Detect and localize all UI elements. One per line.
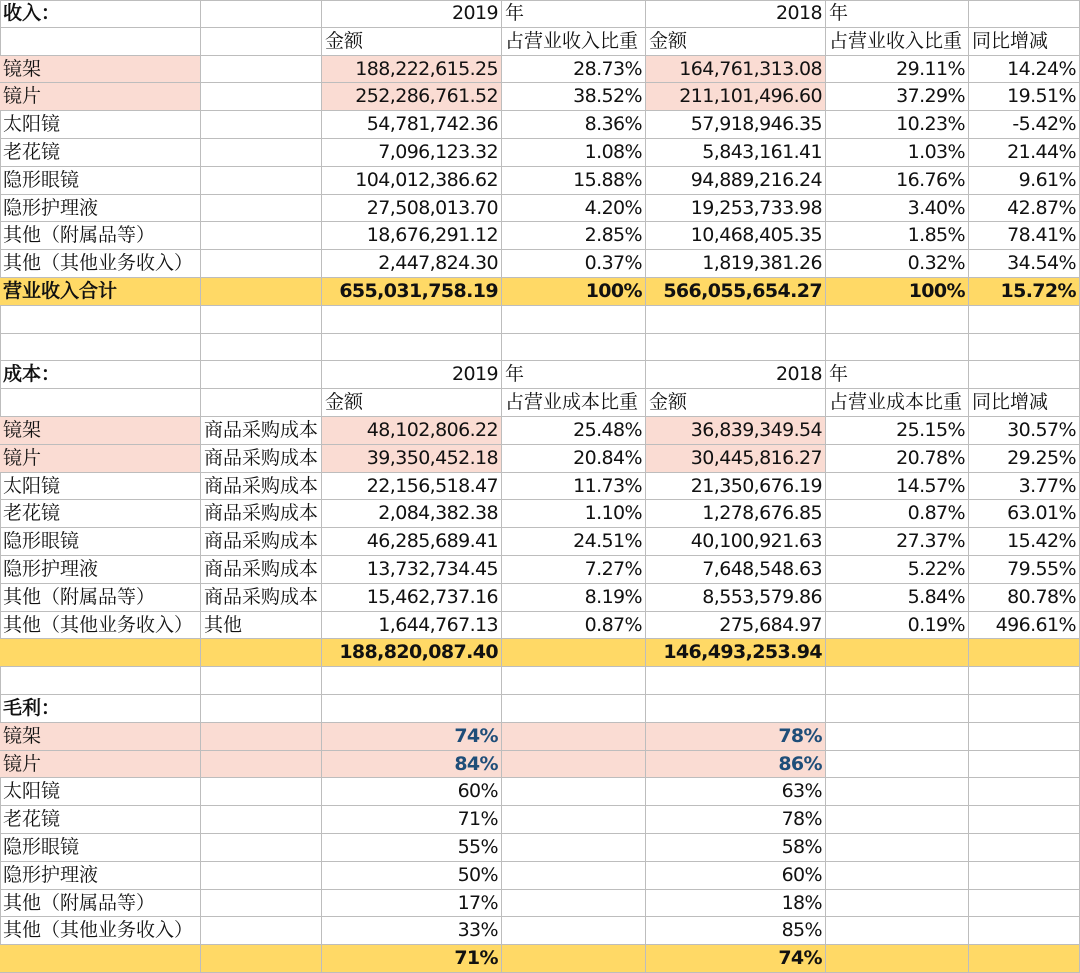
row-label[interactable]: 其他（附属品等） [0,584,201,612]
empty-cell[interactable] [502,306,646,334]
yoy-change[interactable]: 3.77% [969,473,1080,501]
year-2019-label[interactable]: 2019 [322,0,502,28]
margin-2019[interactable]: 74% [322,723,502,751]
header-amount[interactable]: 金额 [322,389,502,417]
yoy-change[interactable]: 42.87% [969,195,1080,223]
empty-cell[interactable] [969,917,1080,945]
yoy-change[interactable]: 80.78% [969,584,1080,612]
empty-cell[interactable] [826,890,969,918]
amount-2019[interactable]: 104,012,386.62 [322,167,502,195]
share-2019[interactable]: 11.73% [502,473,646,501]
margin-2018[interactable]: 78% [646,806,826,834]
row-label[interactable]: 其他（其他业务收入） [0,612,201,640]
yoy-change[interactable]: 78.41% [969,222,1080,250]
share-2019[interactable]: 24.51% [502,528,646,556]
empty-cell[interactable] [826,806,969,834]
share-2019[interactable]: 4.20% [502,195,646,223]
amount-2019[interactable]: 188,222,615.25 [322,56,502,84]
margin-2019[interactable]: 33% [322,917,502,945]
amount-2019[interactable]: 7,096,123.32 [322,139,502,167]
total-amount-2018[interactable]: 566,055,654.27 [646,278,826,306]
share-2019[interactable]: 1.08% [502,139,646,167]
share-2018[interactable]: 0.32% [826,250,969,278]
empty-cell[interactable] [502,667,646,695]
empty-cell[interactable] [646,334,826,362]
yoy-change[interactable]: 29.25% [969,445,1080,473]
margin-2018[interactable]: 60% [646,862,826,890]
empty-cell[interactable] [502,778,646,806]
share-2019[interactable]: 25.48% [502,417,646,445]
section-title-revenue[interactable]: 收入： [0,0,201,28]
share-2019[interactable]: 8.19% [502,584,646,612]
row-label[interactable]: 老花镜 [0,500,201,528]
empty-cell[interactable] [502,334,646,362]
share-2018[interactable]: 20.78% [826,445,969,473]
share-2018[interactable]: 16.76% [826,167,969,195]
share-2019[interactable]: 15.88% [502,167,646,195]
amount-2019[interactable]: 27,508,013.70 [322,195,502,223]
total-label[interactable] [0,639,201,667]
section-title-cost[interactable]: 成本： [0,361,201,389]
empty-cell[interactable] [502,695,646,723]
empty-cell[interactable] [826,695,969,723]
empty-cell[interactable] [969,806,1080,834]
empty-cell[interactable] [322,306,502,334]
amount-2019[interactable]: 2,447,824.30 [322,250,502,278]
year-2018-label[interactable]: 2018 [646,361,826,389]
empty-cell[interactable] [201,334,322,362]
empty-cell[interactable] [969,334,1080,362]
amount-2019[interactable]: 39,350,452.18 [322,445,502,473]
year-suffix[interactable]: 年 [502,0,646,28]
empty-cell[interactable] [201,83,322,111]
total-share-2018[interactable] [826,639,969,667]
share-2019[interactable]: 38.52% [502,83,646,111]
yoy-change[interactable]: 79.55% [969,556,1080,584]
total-yoy[interactable] [969,639,1080,667]
margin-2018[interactable]: 78% [646,723,826,751]
amount-2019[interactable]: 2,084,382.38 [322,500,502,528]
empty-cell[interactable] [502,834,646,862]
share-2018[interactable]: 37.29% [826,83,969,111]
year-2019-label[interactable]: 2019 [322,361,502,389]
cost-category[interactable]: 商品采购成本 [201,500,322,528]
header-share[interactable]: 占营业收入比重 [826,28,969,56]
empty-cell[interactable] [826,667,969,695]
cost-category[interactable]: 商品采购成本 [201,417,322,445]
share-2018[interactable]: 0.19% [826,612,969,640]
share-2018[interactable]: 27.37% [826,528,969,556]
empty-cell[interactable] [201,222,322,250]
share-2019[interactable]: 1.10% [502,500,646,528]
margin-2019[interactable]: 17% [322,890,502,918]
empty-cell[interactable] [826,834,969,862]
empty-cell[interactable] [201,56,322,84]
amount-2018[interactable]: 1,278,676.85 [646,500,826,528]
row-label[interactable]: 其他（附属品等） [0,222,201,250]
share-2019[interactable]: 20.84% [502,445,646,473]
empty-cell[interactable] [646,306,826,334]
amount-2019[interactable]: 13,732,734.45 [322,556,502,584]
empty-cell[interactable] [826,723,969,751]
empty-cell[interactable] [0,667,201,695]
header-amount[interactable]: 金额 [646,389,826,417]
empty-cell[interactable] [826,778,969,806]
empty-cell[interactable] [201,862,322,890]
empty-cell[interactable] [201,278,322,306]
yoy-change[interactable]: 21.44% [969,139,1080,167]
amount-2018[interactable]: 36,839,349.54 [646,417,826,445]
margin-2018[interactable]: 63% [646,778,826,806]
total-margin-2018[interactable]: 74% [646,945,826,973]
share-2018[interactable]: 0.87% [826,500,969,528]
header-share[interactable]: 占营业成本比重 [826,389,969,417]
empty-cell[interactable] [0,389,201,417]
margin-2018[interactable]: 58% [646,834,826,862]
total-amount-2019[interactable]: 655,031,758.19 [322,278,502,306]
margin-2018[interactable]: 18% [646,890,826,918]
section-title-margin[interactable]: 毛利： [0,695,201,723]
yoy-change[interactable]: 9.61% [969,167,1080,195]
amount-2018[interactable]: 21,350,676.19 [646,473,826,501]
header-amount[interactable]: 金额 [322,28,502,56]
cost-category[interactable]: 商品采购成本 [201,473,322,501]
empty-cell[interactable] [322,667,502,695]
empty-cell[interactable] [969,751,1080,779]
share-2019[interactable]: 0.87% [502,612,646,640]
empty-cell[interactable] [201,639,322,667]
amount-2018[interactable]: 164,761,313.08 [646,56,826,84]
amount-2018[interactable]: 7,648,548.63 [646,556,826,584]
row-label[interactable]: 隐形护理液 [0,195,201,223]
total-share-2018[interactable]: 100% [826,278,969,306]
empty-cell[interactable] [201,111,322,139]
margin-2019[interactable]: 60% [322,778,502,806]
cost-category[interactable]: 商品采购成本 [201,584,322,612]
empty-cell[interactable] [502,723,646,751]
row-label[interactable]: 其他（其他业务收入） [0,917,201,945]
row-label[interactable]: 镜架 [0,723,201,751]
total-label[interactable]: 营业收入合计 [0,278,201,306]
cost-category[interactable]: 商品采购成本 [201,528,322,556]
empty-cell[interactable] [201,890,322,918]
empty-cell[interactable] [201,917,322,945]
row-label[interactable]: 老花镜 [0,139,201,167]
empty-cell[interactable] [201,723,322,751]
empty-cell[interactable] [0,28,201,56]
share-2019[interactable]: 8.36% [502,111,646,139]
row-label[interactable]: 隐形眼镜 [0,167,201,195]
row-label[interactable]: 其他（其他业务收入） [0,250,201,278]
empty-cell[interactable] [646,695,826,723]
row-label[interactable]: 镜片 [0,445,201,473]
share-2018[interactable]: 10.23% [826,111,969,139]
share-2018[interactable]: 3.40% [826,195,969,223]
amount-2018[interactable]: 8,553,579.86 [646,584,826,612]
empty-cell[interactable] [969,361,1080,389]
amount-2019[interactable]: 252,286,761.52 [322,83,502,111]
yoy-change[interactable]: -5.42% [969,111,1080,139]
empty-cell[interactable] [826,862,969,890]
empty-cell[interactable] [969,667,1080,695]
share-2018[interactable]: 14.57% [826,473,969,501]
yoy-change[interactable]: 63.01% [969,500,1080,528]
yoy-change[interactable]: 19.51% [969,83,1080,111]
amount-2018[interactable]: 10,468,405.35 [646,222,826,250]
empty-cell[interactable] [201,667,322,695]
row-label[interactable]: 隐形眼镜 [0,834,201,862]
total-yoy[interactable]: 15.72% [969,278,1080,306]
header-yoy[interactable]: 同比增减 [969,28,1080,56]
share-2018[interactable]: 5.22% [826,556,969,584]
yoy-change[interactable]: 30.57% [969,417,1080,445]
empty-cell[interactable] [826,334,969,362]
empty-cell[interactable] [0,334,201,362]
header-share[interactable]: 占营业成本比重 [502,389,646,417]
empty-cell[interactable] [969,695,1080,723]
empty-cell[interactable] [502,917,646,945]
empty-cell[interactable] [826,751,969,779]
empty-cell[interactable] [502,751,646,779]
total-amount-2019[interactable]: 188,820,087.40 [322,639,502,667]
empty-cell[interactable] [201,695,322,723]
row-label[interactable]: 老花镜 [0,806,201,834]
cost-category[interactable]: 其他 [201,612,322,640]
yoy-change[interactable]: 15.42% [969,528,1080,556]
share-2019[interactable]: 0.37% [502,250,646,278]
year-suffix[interactable]: 年 [826,0,969,28]
header-share[interactable]: 占营业收入比重 [502,28,646,56]
empty-cell[interactable] [201,751,322,779]
year-suffix[interactable]: 年 [826,361,969,389]
header-amount[interactable]: 金额 [646,28,826,56]
total-share-2019[interactable] [502,639,646,667]
empty-cell[interactable] [201,28,322,56]
empty-cell[interactable] [969,778,1080,806]
empty-cell[interactable] [322,334,502,362]
amount-2018[interactable]: 57,918,946.35 [646,111,826,139]
margin-2019[interactable]: 55% [322,834,502,862]
empty-cell[interactable] [502,806,646,834]
share-2018[interactable]: 1.85% [826,222,969,250]
empty-cell[interactable] [969,0,1080,28]
empty-cell[interactable] [322,695,502,723]
row-label[interactable]: 其他（附属品等） [0,890,201,918]
total-amount-2018[interactable]: 146,493,253.94 [646,639,826,667]
header-yoy[interactable]: 同比增减 [969,389,1080,417]
share-2019[interactable]: 7.27% [502,556,646,584]
empty-cell[interactable] [201,806,322,834]
empty-cell[interactable] [969,834,1080,862]
row-label[interactable]: 镜架 [0,56,201,84]
empty-cell[interactable] [969,723,1080,751]
total-share-2019[interactable]: 100% [502,278,646,306]
amount-2019[interactable]: 48,102,806.22 [322,417,502,445]
empty-cell[interactable] [201,306,322,334]
row-label[interactable]: 镜片 [0,83,201,111]
empty-cell[interactable] [826,917,969,945]
empty-cell[interactable] [502,862,646,890]
row-label[interactable]: 隐形眼镜 [0,528,201,556]
row-label[interactable]: 镜架 [0,417,201,445]
share-2018[interactable]: 5.84% [826,584,969,612]
row-label[interactable]: 太阳镜 [0,778,201,806]
yoy-change[interactable]: 496.61% [969,612,1080,640]
cost-category[interactable]: 商品采购成本 [201,556,322,584]
amount-2018[interactable]: 275,684.97 [646,612,826,640]
empty-cell[interactable] [201,834,322,862]
cost-category[interactable]: 商品采购成本 [201,445,322,473]
amount-2019[interactable]: 15,462,737.16 [322,584,502,612]
amount-2019[interactable]: 1,644,767.13 [322,612,502,640]
share-2019[interactable]: 28.73% [502,56,646,84]
amount-2018[interactable]: 5,843,161.41 [646,139,826,167]
share-2018[interactable]: 29.11% [826,56,969,84]
amount-2019[interactable]: 22,156,518.47 [322,473,502,501]
empty-cell[interactable] [201,361,322,389]
yoy-change[interactable]: 14.24% [969,56,1080,84]
margin-2018[interactable]: 85% [646,917,826,945]
margin-2019[interactable]: 50% [322,862,502,890]
row-label[interactable]: 隐形护理液 [0,862,201,890]
yoy-change[interactable]: 34.54% [969,250,1080,278]
margin-2019[interactable]: 71% [322,806,502,834]
amount-2018[interactable]: 30,445,816.27 [646,445,826,473]
empty-cell[interactable] [201,389,322,417]
empty-cell[interactable] [969,306,1080,334]
total-margin-2019[interactable]: 71% [322,945,502,973]
empty-cell[interactable] [201,0,322,28]
amount-2018[interactable]: 40,100,921.63 [646,528,826,556]
year-2018-label[interactable]: 2018 [646,0,826,28]
row-label[interactable]: 隐形护理液 [0,556,201,584]
share-2018[interactable]: 25.15% [826,417,969,445]
empty-cell[interactable] [201,139,322,167]
margin-2019[interactable]: 84% [322,751,502,779]
row-label[interactable]: 镜片 [0,751,201,779]
empty-cell[interactable] [201,167,322,195]
empty-cell[interactable] [201,250,322,278]
amount-2019[interactable]: 18,676,291.12 [322,222,502,250]
empty-cell[interactable] [969,890,1080,918]
amount-2019[interactable]: 46,285,689.41 [322,528,502,556]
amount-2018[interactable]: 19,253,733.98 [646,195,826,223]
amount-2018[interactable]: 94,889,216.24 [646,167,826,195]
amount-2018[interactable]: 211,101,496.60 [646,83,826,111]
row-label[interactable]: 太阳镜 [0,111,201,139]
share-2018[interactable]: 1.03% [826,139,969,167]
empty-cell[interactable] [826,306,969,334]
empty-cell[interactable] [502,890,646,918]
row-label[interactable]: 太阳镜 [0,473,201,501]
empty-cell[interactable] [201,778,322,806]
amount-2018[interactable]: 1,819,381.26 [646,250,826,278]
empty-cell[interactable] [646,667,826,695]
amount-2019[interactable]: 54,781,742.36 [322,111,502,139]
empty-cell[interactable] [0,306,201,334]
empty-cell[interactable] [201,195,322,223]
share-2019[interactable]: 2.85% [502,222,646,250]
empty-cell[interactable] [969,862,1080,890]
year-suffix[interactable]: 年 [502,361,646,389]
margin-2018[interactable]: 86% [646,751,826,779]
